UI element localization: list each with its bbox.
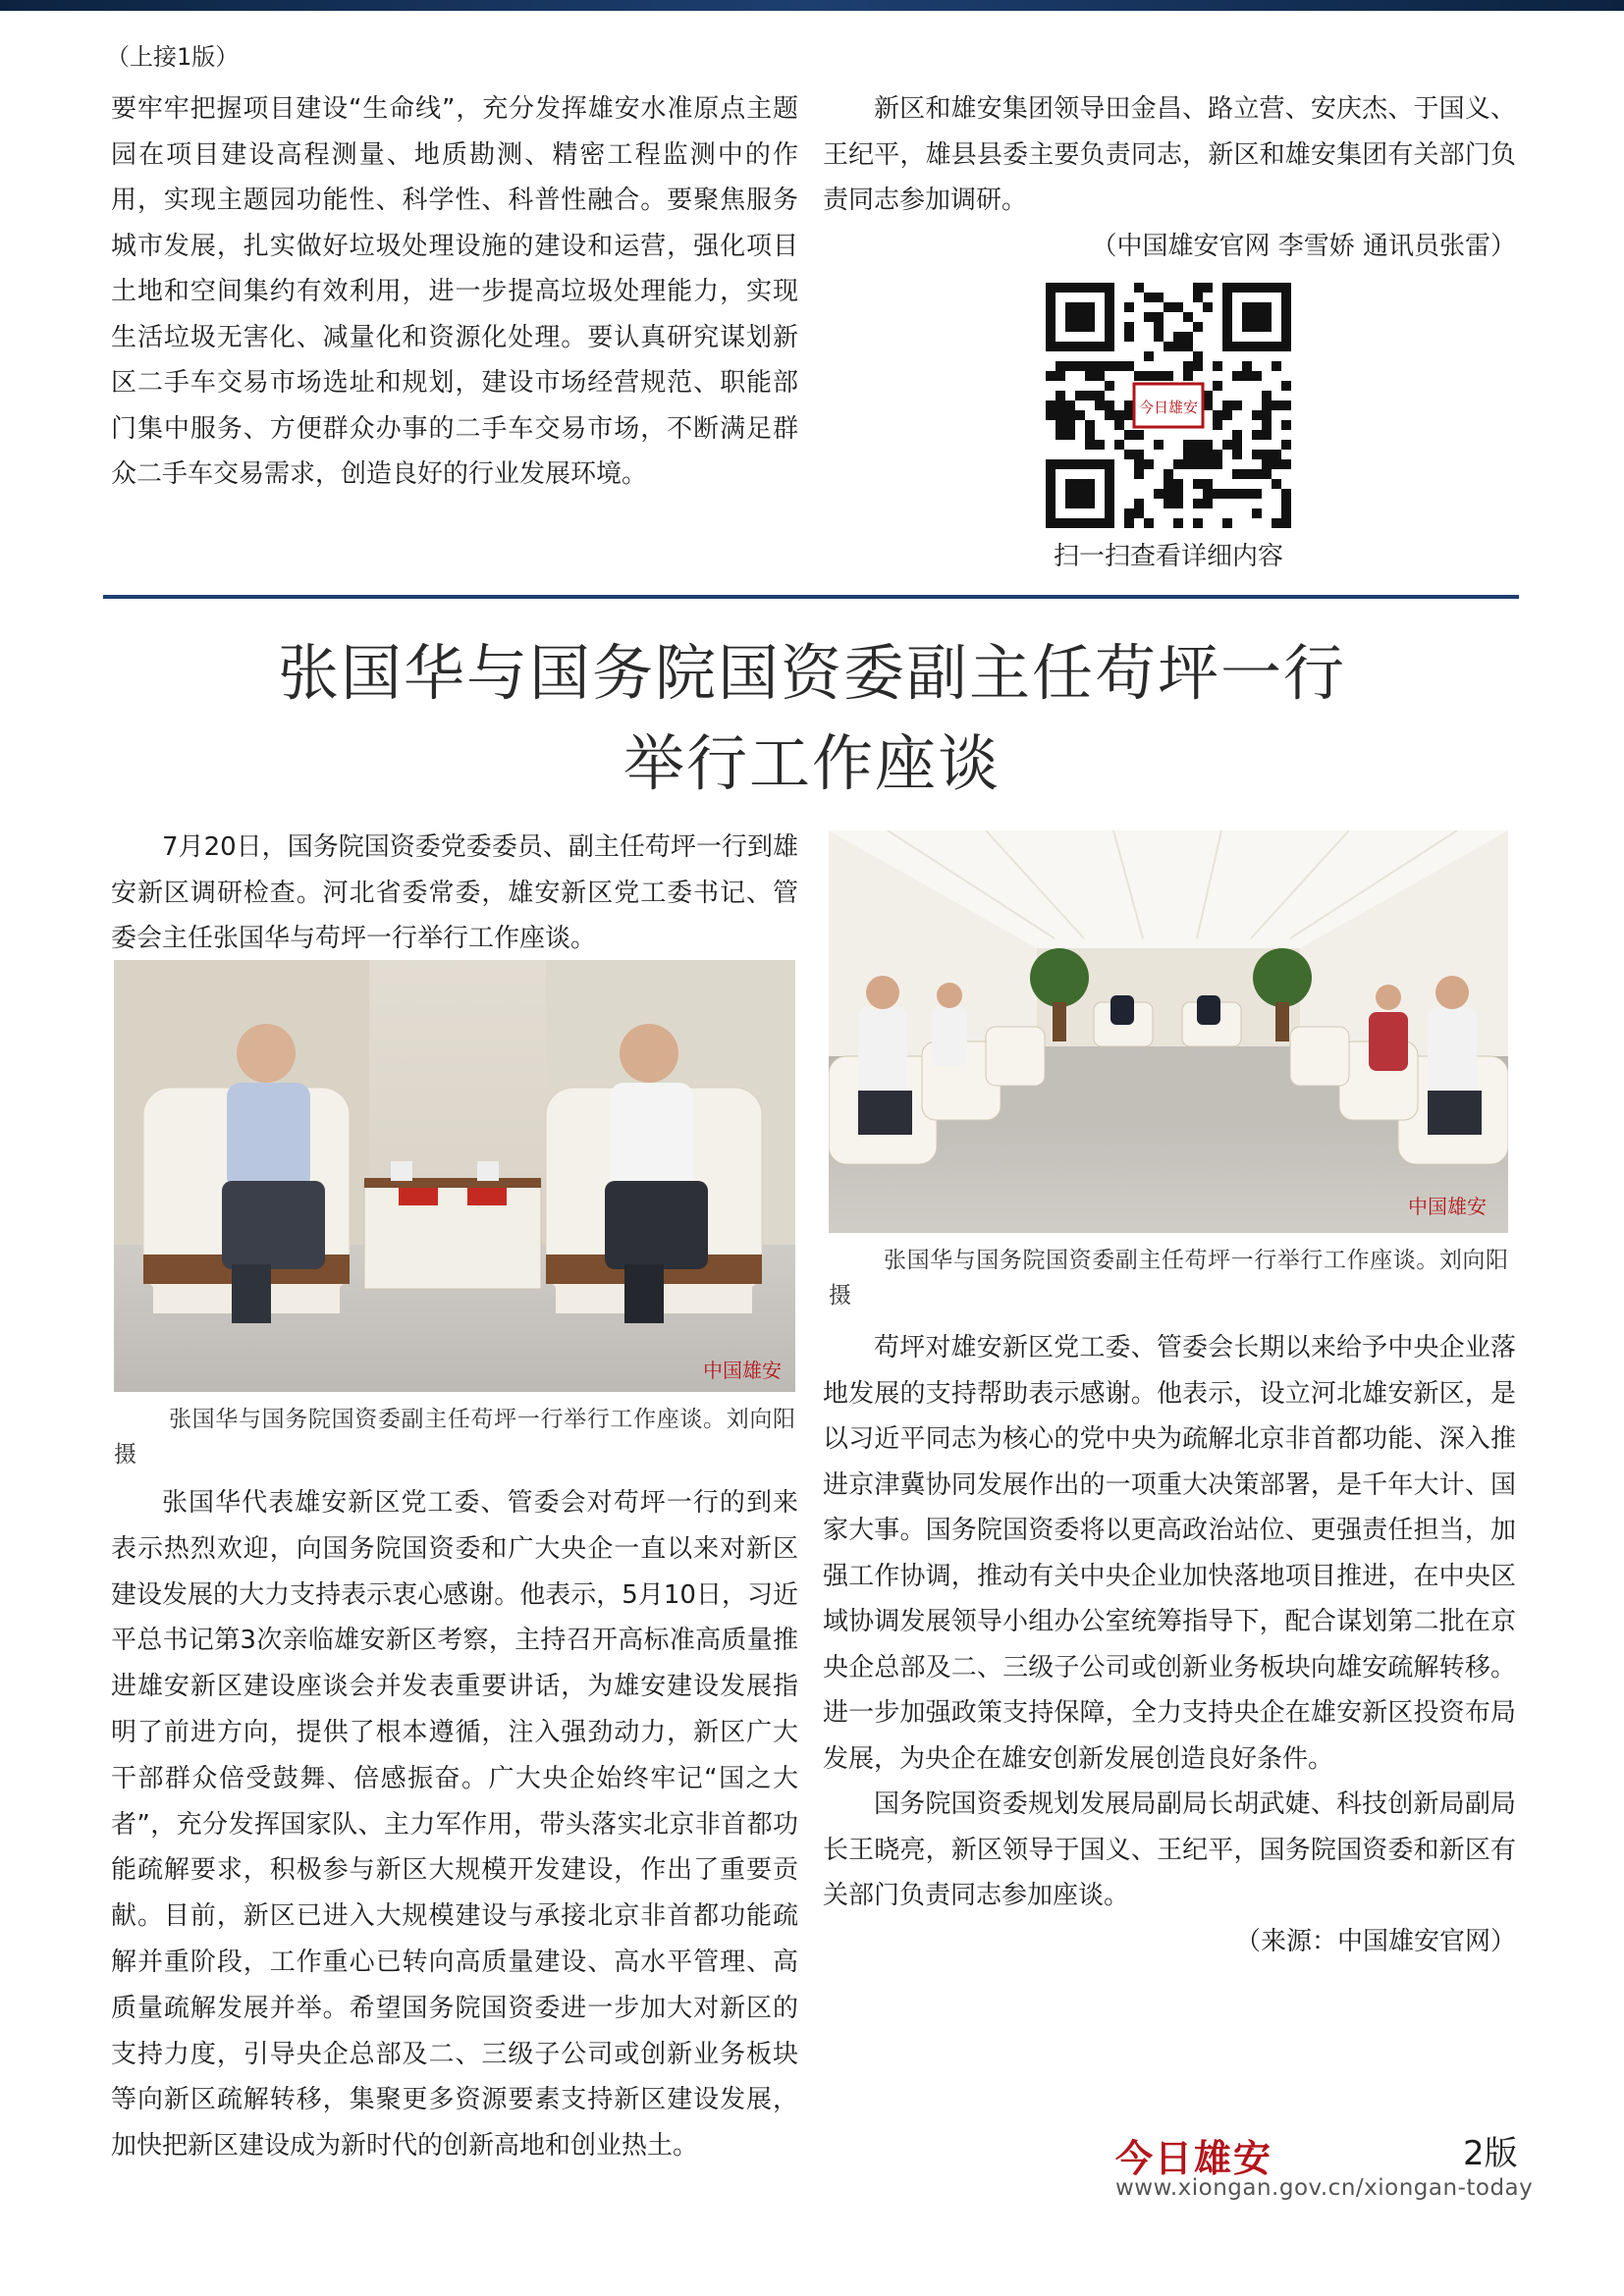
meeting-photo-1-image	[114, 960, 795, 1392]
top-right-column	[823, 86, 1516, 269]
article-headline	[98, 628, 1526, 809]
qr-center-label: 今日雄安	[1138, 399, 1199, 416]
photo2-watermark: 中国雄安	[1408, 1195, 1487, 1218]
qr-code-graphic	[1046, 283, 1291, 528]
headline-line-2: 举行工作座谈	[623, 727, 1001, 799]
footer-url[interactable]: www.xiongan.gov.cn/xiongan-today	[1115, 2175, 1534, 2201]
article-body-right	[823, 1325, 1516, 1964]
headline-line-1: 张国华与国务院国资委副主任苟坪一行	[277, 637, 1346, 709]
article-source: （来源：中国雄安官网）	[1234, 1926, 1516, 1956]
photo1-watermark: 中国雄安	[703, 1359, 782, 1382]
top-banner-bar	[0, 0, 1624, 11]
top-left-paragraph: 要牢牢把握项目建设“生命线”，充分发挥雄安水准原点主题园在项目建设高程测量、地质勘测、精密工程监测中的作用，实现主题园功能性、科学性、科普性融合。要聚焦服务城市发展，扎实做好垃圾处理设施的建设和运营，强化项目土地和空间集约有效利用，进一步提高垃圾处理能力，实现生活垃圾无害化、减量化和资源化处理。要认真研究谋划新区二手车交易市场选址和规划，建设市场经营规范、职能部门集中服务、方便群众办事的二手车交易市场，不断满足群众二手车交易需求，创造良好的行业发展环境。	[111, 94, 798, 489]
meeting-photo-2-image	[829, 830, 1508, 1233]
top-right-paragraph: 新区和雄安集团领导田金昌、路立营、安庆杰、于国义、王纪平，雄县县委主要负责同志，新区和雄安集团有关部门负责同志参加调研。	[823, 94, 1516, 215]
qr-code[interactable]	[1046, 283, 1291, 528]
meeting-photo-1	[114, 960, 795, 1392]
article-intro-column	[111, 825, 798, 962]
photo1-caption: 张国华与国务院国资委副主任苟坪一行举行工作座谈。刘向阳 摄	[114, 1407, 795, 1468]
article-body-right-paragraph-2: 国务院国资委规划发展局副局长胡武婕、科技创新局副局长王晓亮，新区领导于国义、王纪平，国务院国资委和新区有关部门负责同志参加座谈。	[823, 1789, 1516, 1910]
qr-caption: 扫一扫查看详细内容	[1053, 542, 1283, 571]
article-body-right-paragraph-1: 苟坪对雄安新区党工委、管委会长期以来给予中央企业落地发展的支持帮助表示感谢。他表示，设立河北雄安新区，是以习近平同志为核心的党中央为疏解北京非首都功能、深入推进京津冀协同发展作出的一项重大决策部署，是千年大计、国家大事。国务院国资委将以更高政治站位、更强责任担当，加强工作协调，推动有关中央企业加快落地项目推进，在中央区域协调发展领导小组办公室统筹指导下，配合谋划第二批在京央企总部及二、三级子公司或创新业务板块向雄安疏解转移。进一步加强政策支持保障，全力支持央企在雄安新区投资布局发展，为央企在雄安创新发展创造良好条件。	[823, 1333, 1516, 1774]
section-divider	[103, 595, 1519, 599]
page-number: 2版	[1463, 2134, 1518, 2173]
meeting-photo-2	[829, 830, 1508, 1233]
article-body-left-paragraph: 张国华代表雄安新区党工委、管委会对苟坪一行的到来表示热烈欢迎，向国务院国资委和广大央企一直以来对新区建设发展的大力支持表示衷心感谢。他表示，5月10日，习近平总书记第3次亲临雄安新区考察，主持召开高标准高质量推进雄安新区建设座谈会并发表重要讲话，为雄安建设发展指明了前进方向，提供了根本遵循，注入强劲动力，新区广大干部群众倍受鼓舞、倍感振奋。广大央企始终牢记“国之大者”，充分发挥国家队、主力军作用，带头落实北京非首都功能疏解要求，积极参与新区大规模开发建设，作出了重要贡献。目前，新区已进入大规模建设与承接北京非首都功能疏解并重阶段，工作重心已转向高质量建设、高水平管理、高质量疏解发展并举。希望国务院国资委进一步加大对新区的支持力度，引导央企总部及二、三级子公司或创新业务板块等向新区疏解转移，集聚更多资源要素支持新区建设发展，加快把新区建设成为新时代的创新高地和创业热土。	[111, 1488, 798, 2162]
photo2-caption: 张国华与国务院国资委副主任苟坪一行举行工作座谈。刘向阳 摄	[829, 1248, 1508, 1308]
article-intro: 7月20日，国务院国资委党委委员、副主任苟坪一行到雄安新区调研检查。河北省委常委，雄安新区党工委书记、管委会主任张国华与苟坪一行举行工作座谈。	[111, 832, 798, 953]
continued-note: （上接1版）	[106, 43, 240, 71]
brand-logo-text: 今日雄安	[1115, 2136, 1273, 2180]
top-left-column	[111, 86, 798, 498]
article-body-left	[111, 1480, 798, 2169]
top-right-source: （中国雄安官网 李雪娇 通讯员张雷）	[1091, 231, 1516, 261]
